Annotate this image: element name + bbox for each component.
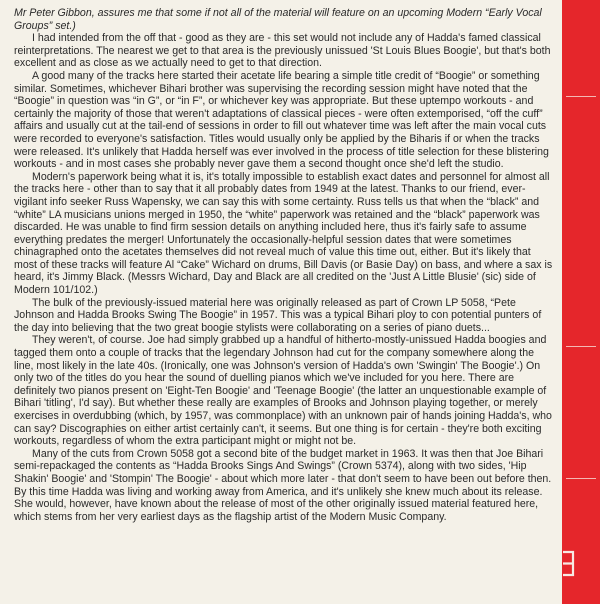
bar-rule xyxy=(566,478,596,479)
paragraph-3: A good many of the tracks here started their acetate life bearing a simple title credit of “Boogie” or something similar. Sometimes, whichever Bihari brother was supervising the recording session might have noted that the “Boogie” in question was “in G”, or “in F”, or whichever key was appropriate. But these uptempo workouts - and certainly the majority of those that weren't adaptations of classical pieces - were often extemporised, “off the cuff” affairs and usually cut at the tail-end of sessions in order to fill out whatever time was left after the main vocal cuts were recorded to everyone's satisfaction. Titles would usually only be applied by the Biharis if or when the tracks were released. It's unlikely that Hadda herself was ever involved in the process of title selection for these blistering workouts - and in most cases she probably never gave them a second thought once she'd left the studio. xyxy=(14,69,549,171)
paragraph-1: Mr Peter Gibbon, assures me that some if not all of the material will feature on an upcoming Modern “Early Vocal Groups” set.) xyxy=(14,7,542,32)
page-number-glyph xyxy=(560,548,578,578)
paragraph-7: Many of the cuts from Crown 5058 got a second bite of the budget market in 1963. It was then that Joe Bihari semi-repackaged the contents as “Hadda Brooks Sings And Swings” (Crown 5374), along with two sides, 'Hip Shakin' Boogie' and 'Stompin' The Boogie' - about which more later - that don't seem to have been out before then. By this time Hadda was living and working away from America, and it's unlikely she knew much about its release. She would, however, have known about the release of most of the other originally issued material featured here, which stems from her very earliest days as the flagship artist of the Modern Music Company. xyxy=(14,447,552,523)
paragraph-5: The bulk of the previously-issued material here was originally released as part of Crown LP 5058, “Pete Johnson and Hadda Brooks Swing The Boogie” in 1957. This was a typical Bihari ploy to con potential punters of the day into believing that the two great boogie stylists were collaborating on a series of piano duets... xyxy=(14,296,542,334)
red-side-bar xyxy=(562,0,600,604)
paragraph-4: Modern's paperwork being what it is, it's totally impossible to establish exact dates and personnel for almost all the tracks here - other than to say that it all probably dates from 1949 at the latest. Thanks to our friend, ever-vigilant info seeker Russ Wapensky, we can say this with some certainty. Russ tells us that when the “black” and “white” LA musicians unions merged in 1950, the “white” paperwork was retained and the “black” paperwork was discarded. He was unable to find firm session details on anything included here, thus it's fairly safe to assume everything predates the merger! Unfortunately the occasionally-helpful session dates that were sometimes chinagraphed onto the acetates themselves did not reveal much of value this time out, either. But it's likely that most of these tracks will feature Al “Cake” Wichard on drums, Bill Davis (or Basie Day) on bass, and where a sax is heard, it's Jimmy Black. (Messrs Wichard, Day and Black are all credited on the 'Just A Little Blusie' (sic) side of Modern 101/102.) xyxy=(14,170,553,297)
article-body xyxy=(14,7,554,523)
bar-rule xyxy=(566,96,596,97)
paragraph-6: They weren't, of course. Joe had simply grabbed up a handful of hitherto-mostly-unissued Hadda boogies and tagged them onto a couple of tracks that the legendary Johnson had cut for the company somewhere along the line, most likely in the late 40s. (Ironically, one was Johnson's version of Hadda's own 'Swingin' The Boogie'.) On only two of the titles do you hear the sound of duelling pianos which we've included for you here. There are definitely two pianos present on 'Eight-Ten Boogie' and 'Teenage Boogie' (the latter an unquestionable example of Bihari 'titling', I'd say). But whether these really are examples of Brooks and Johnson playing together, or merely exercises in overdubbing (which, by 1957, was commonplace) with an unknown pair of hands joining Hadda's, who can say? Discographies on either artist certainly can't, it seems. But one thing is for certain - they're both exciting workouts, regardless of whom the extra participant might or might not be. xyxy=(14,334,552,448)
bar-rule xyxy=(566,346,596,347)
paragraph-2: I had intended from the off that - good as they are - this set would not include any of Hadda's famed classical reinterpretations. The nearest we get to that area is the previously unissued 'St Louis Blues Boogie', but that's both excellent and as close as we actually need to get to that direction. xyxy=(14,32,551,70)
